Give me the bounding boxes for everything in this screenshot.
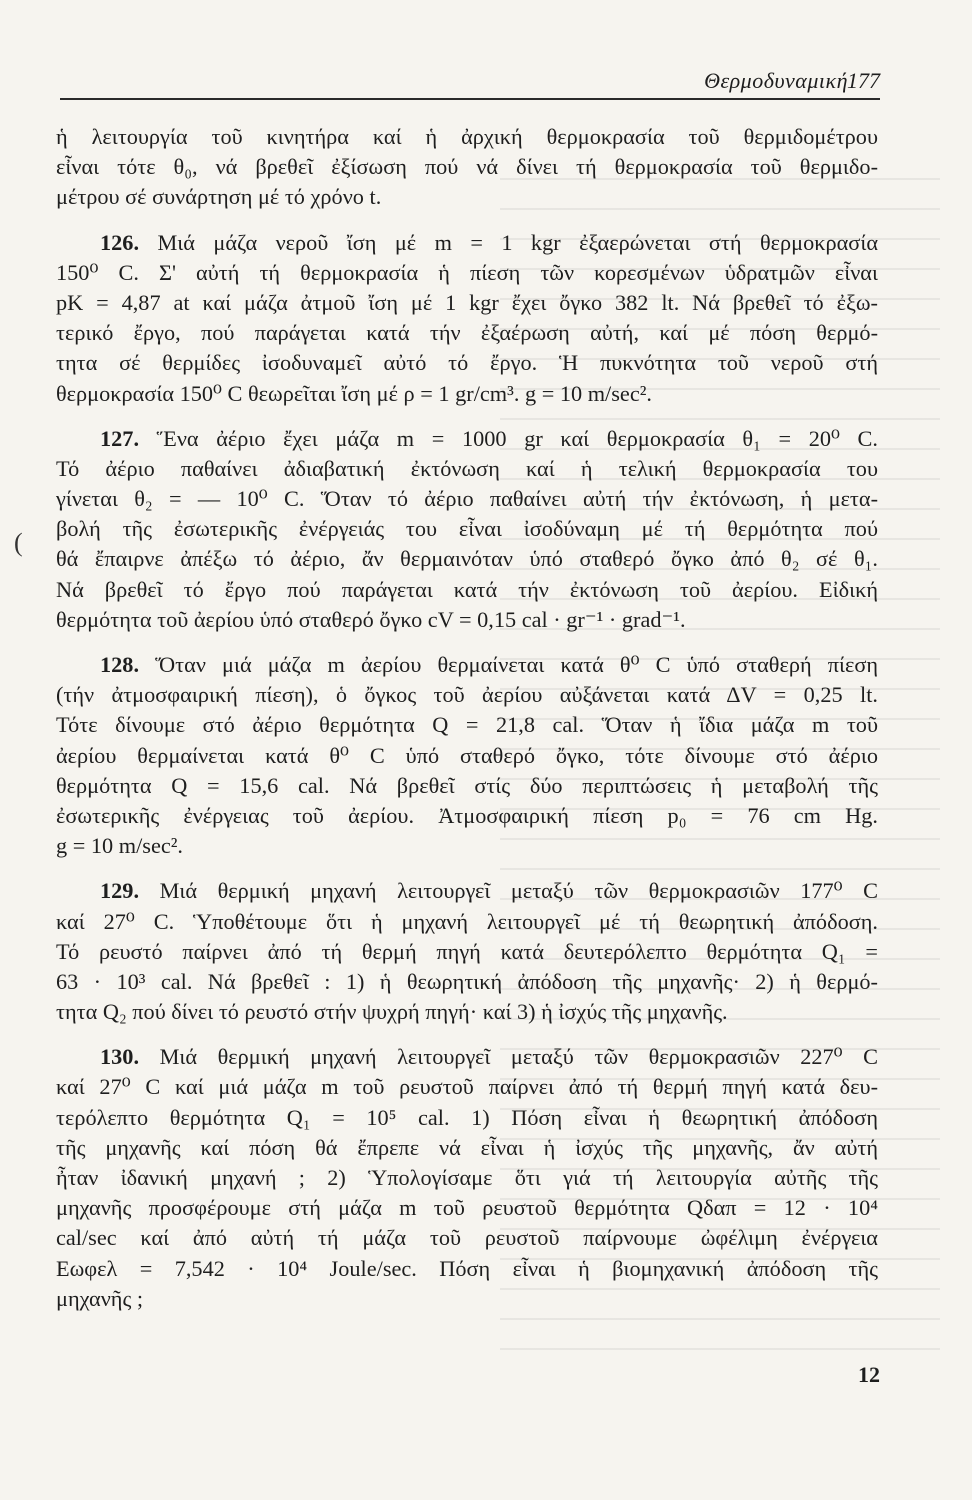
text-line: θερμοκρασία 150⁰ C θεωρεῖται ἴση μέ ρ = 1 gr/cm³. g = 10 m/sec².: [56, 380, 652, 406]
text-line: θερμότητα τοῦ ἀερίου ὑπό σταθερό ὄγκο cV = 0,15 cal · gr⁻¹ · grad⁻¹.: [56, 606, 686, 632]
text-line: καί 27⁰ C. Ὑποθέτουμε ὅτι ἡ μηχανή λειτουργεῖ μέ τή θεωρητική ἀπόδοση.: [56, 908, 878, 934]
text-line: Τό ἀέριο παθαίνει ἀδιαβατική ἐκτόνωση καί ἡ τελική θερμοκρασία του: [56, 455, 878, 481]
text-line: 150⁰ C. Σ' αὐτή τή θερμοκρασία ἡ πίεση τῶν κορεσμένων ὑδρατμῶν εἶναι: [56, 259, 878, 285]
problem-126-first-line: [56, 228, 878, 258]
text-line: μηχανῆς ;: [56, 1285, 144, 1311]
text-span: Ὅταν μιά μάζα m ἀερίου θερμαίνεται κατά θ⁰ C ὑπό σταθερή πίεση: [155, 652, 879, 677]
text-line: Τότε δίνουμε στό ἀέριο θερμότητα Q = 21,8 cal. Ὅταν ἡ ἴδια μάζα m τοῦ: [56, 712, 878, 738]
problem-number: 128.: [100, 652, 140, 677]
text-line: τερικό ἔργο, πού παράγεται κατά τήν ἐξαέρωση αὐτή, καί μέ πόση θερμό-: [56, 320, 878, 346]
text-line: (τήν ἀτμοσφαιρική πίεση), ὁ ὄγκος τοῦ ἀερίου αὐξάνεται κατά ΔV = 0,25 lt.: [56, 682, 878, 708]
folio-signature-number: 12: [858, 1362, 880, 1387]
text-line: τητα Q₂ πού δίνει τό ρευστό στήν ψυχρή πηγή· καί 3) ἡ ἰσχύς τῆς μηχανῆς.: [56, 999, 728, 1025]
text-line: 63 · 10³ cal. Νά βρεθεῖ : 1) ἡ θεωρητική ἀπόδοση τῆς μηχανῆς· 2) ἡ θερμό-: [56, 968, 878, 994]
header-title: Θερμοδυναμική: [704, 68, 848, 93]
text-line: θά ἔπαιρνε ἀπέξω τό ἀέριο, ἄν θερμαινόταν ὑπό σταθερό ὄγκο ἀπό θ₂ σέ θ₁.: [56, 546, 878, 572]
problem-130-first-line: [56, 1042, 878, 1072]
text-span: Μιά θερμική μηχανή λειτουργεῖ μεταξύ τῶν θερμοκρασιῶν 177⁰ C: [159, 878, 878, 904]
text-line: ἡ λειτουργία τοῦ κινητήρα καί ἡ ἀρχική θερμοκρασία τοῦ θερμιδομέτρου: [56, 124, 878, 149]
problem-128-first-line: [56, 650, 878, 680]
text-line: Eωφελ = 7,542 · 10⁴ Joule/sec. Πόση εἶναι ἡ βιομηχανική ἀπόδοση τῆς: [56, 1255, 878, 1281]
text-line: βολή τῆς ἐσωτερικῆς ἐνέργειάς του εἶναι ἰσοδύναμη μέ τή θερμότητα πού: [56, 516, 878, 542]
text-span: Ἕνα ἀέριο ἔχει μάζα m = 1000 gr καί θερμοκρασία θ₁ = 20⁰ C.: [156, 425, 879, 451]
text-line: τῆς μηχανῆς καί πόση θά ἔπρεπε νά εἶναι ἡ ἰσχύς τῆς μηχανῆς, ἄν αὐτή: [56, 1134, 878, 1160]
problem-number: 129.: [100, 878, 140, 904]
text-line: Νά βρεθεῖ τό ἔργο πού παράγεται κατά τήν ἐκτόνωση τοῦ ἀερίου. Εἰδική: [56, 576, 878, 602]
text-line: g = 10 m/sec².: [56, 833, 184, 859]
margin-mark: (: [14, 528, 23, 557]
text-line: cal/sec καί ἀπό αὐτή τή μάζα τοῦ ρευστοῦ παίρνουμε ὠφέλιμη ἐνέργεια: [56, 1225, 878, 1251]
text-line: μηχανῆς προσφέρουμε στή μάζα m τοῦ ρευστοῦ θερμότητα Qδαπ = 12 · 10⁴: [56, 1195, 878, 1221]
running-header: [60, 62, 880, 100]
text-line: γίνεται θ₂ = — 10⁰ C. Ὅταν τό ἀέριο παθαίνει αὐτή τήν ἐκτόνωση, ἡ μετα-: [56, 486, 878, 512]
text-span: Μιά θερμική μηχανή λειτουργεῖ μεταξύ τῶν θερμοκρασιῶν 227⁰ C: [159, 1044, 878, 1070]
text-line: τητα σέ θερμίδες ἰσοδυναμεῖ αὐτό τό ἔργο. Ἡ πυκνότητα τοῦ νεροῦ στή: [56, 350, 878, 376]
text-line: ἦταν ἰδανική μηχανή ; 2) Ὑπολογίσαμε ὅτι γιά τή λειτουργία αὐτῆς τῆς: [56, 1165, 878, 1190]
text-line: μέτρου σέ συνάρτηση μέ τό χρόνο t.: [56, 184, 382, 210]
text-line: θερμότητα Q = 15,6 cal. Νά βρεθεῖ στίς δύο περιπτώσεις ἡ μεταβολή τῆς: [56, 772, 878, 798]
text-line: Τό ρευστό παίρνει ἀπό τή θερμή πηγή κατά δευτερόλεπτο θερμότητα Q₁ =: [56, 938, 878, 964]
text-line: εἶναι τότε θ₀, νά βρεθεῖ ἐξίσωση πού νά δίνει τή θερμοκρασία τοῦ θερμιδο-: [56, 154, 878, 180]
problem-127-first-line: [56, 424, 878, 454]
page-body: [56, 122, 878, 1314]
text-line: pK = 4,87 at καί μάζα ἀτμοῦ ἴση μέ 1 kgr ἔχει ὄγκο 382 lt. Νά βρεθεῖ τό ἐξω-: [56, 289, 878, 315]
problem-number: 127.: [100, 425, 140, 451]
problem-number: 130.: [100, 1044, 140, 1070]
text-line: ἐσωτερικῆς ἐνέργειας τοῦ ἀερίου. Ἀτμοσφαιρική πίεση p₀ = 76 cm Hg.: [56, 802, 878, 828]
text-line: καί 27⁰ C καί μιά μάζα m τοῦ ρευστοῦ παίρνει ἀπό τή θερμή πηγή κατά δευ-: [56, 1074, 878, 1100]
problem-number: 126.: [100, 229, 140, 255]
problem-129-first-line: [56, 876, 878, 906]
text-line: τερόλεπτο θερμότητα Q₁ = 10⁵ cal. 1) Πόση εἶναι ἡ θεωρητική ἀπόδοση: [56, 1104, 878, 1130]
text-span: Μιά μάζα νεροῦ ἴση μέ m = 1 kgr ἐξαερώνεται στή θερμοκρασία: [157, 229, 878, 255]
text-line: ἀερίου θερμαίνεται κατά θ⁰ C ὑπό σταθερό ὄγκο, τότε δίνουμε στό ἀέριο: [56, 742, 878, 768]
header-page-number: 177: [847, 68, 880, 93]
